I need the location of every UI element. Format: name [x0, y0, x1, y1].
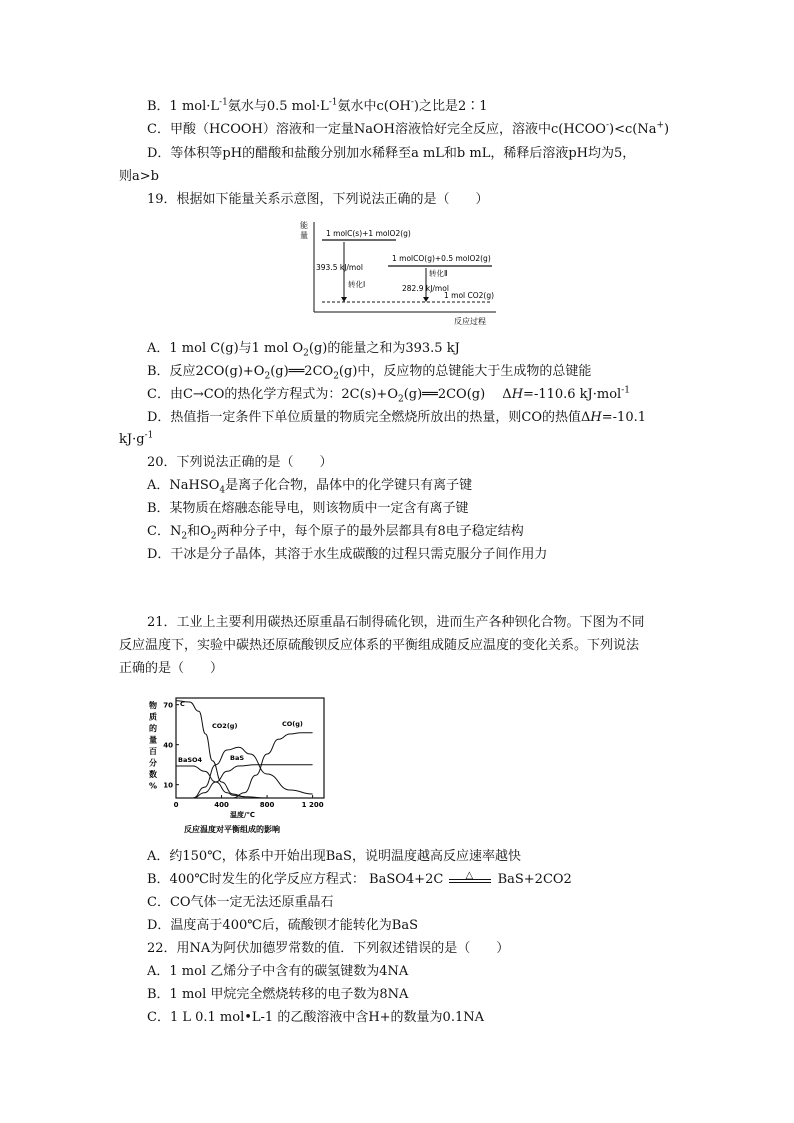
y-axis-label-char: 的: [149, 724, 157, 733]
q18-option-d-line2: 则a>b: [119, 169, 159, 184]
q22-option-b: B．1 mol 甲烷完全燃烧转移的电子数为8NA: [147, 987, 409, 1002]
q21-stem-line3: 正确的是（ ）: [119, 661, 224, 676]
q19-option-c: C．由C→CO的热化学方程式为：$2C(s)+O_2(g)══2CO(g)$ ΔH=-110.6 kJ·mol$^{-1}$: [147, 385, 630, 405]
series-line-baso4: [176, 766, 244, 797]
q21-option-b: [147, 871, 572, 889]
q19-option-b: B．反应$2CO(g)+O_2(g)══2CO_2(g)$中，反应物的总键能大于生成物的总键能: [147, 364, 592, 382]
x-tick-label: 400: [214, 801, 229, 809]
x-axis-label: 反应过程: [454, 317, 486, 326]
y-axis-label-char: 数: [149, 770, 157, 779]
q21-stem-line2: 反应温度下，实验中碳热还原硫酸钡反应体系的平衡组成随反应温度的变化关系。下列说法: [119, 638, 640, 653]
q22-option-a: A．1 mol 乙烯分子中含有的碳氢键数为4NA: [147, 964, 409, 979]
q20-stem: 20．下列说法正确的是（ ）: [147, 455, 333, 470]
series-label: C: [180, 700, 185, 708]
equilibrium-chart: [142, 690, 338, 836]
q20-option-b: B．某物质在熔融态能导电，则该物质中一定含有离子键: [147, 501, 469, 516]
top-level-label: 1 molC(s)+1 molO2(g): [326, 229, 411, 238]
y-tick-label: 10: [163, 781, 173, 790]
chart-title: 反应温度对平衡组成的影响: [184, 825, 280, 834]
t2-label: 转化Ⅱ: [429, 269, 448, 278]
heating-arrow: [447, 869, 493, 887]
energy-diagram: [296, 218, 504, 330]
series-label: CO(g): [282, 720, 303, 728]
y-axis-label-char: 分: [149, 758, 157, 768]
q21-option-c: C．CO气体一定无法还原重晶石: [147, 895, 334, 910]
q20-option-c: C．$N_2$和$O_2$两种分子中，每个原子的最外层都具有8电子稳定结构: [147, 524, 524, 542]
q21-stem-line1: 21．工业上主要利用碳热还原重晶石制得硫化钡，进而生产各种钡化合物。下图为不同: [147, 615, 645, 630]
q18-option-d-line1: D．等体积等pH的醋酸和盐酸分别加水稀释至a mL和b mL，稀释后溶液pH均为5，: [147, 146, 636, 161]
e1-label: 393.5 kJ/mol: [316, 263, 363, 272]
q19-stem: 19．根据如下能量关系示意图，下列说法正确的是（ ）: [147, 192, 489, 207]
y-axis-label-char: 物: [149, 701, 157, 710]
bottom-level-label: 1 mol CO2(g): [444, 291, 495, 300]
y-axis-label-char: 质: [149, 712, 157, 722]
series-label: BaSO4: [178, 756, 203, 764]
q20-option-d: D．干冰是分子晶体，其溶于水生成碳酸的过程只需克服分子间作用力: [147, 547, 548, 562]
series-line-c: [176, 701, 313, 798]
q21-option-d: D．温度高于400℃后，硫酸钡才能转化为BaS: [147, 918, 418, 933]
x-tick-label: 1 200: [301, 801, 324, 809]
y-axis-label-char: 量: [149, 735, 157, 745]
y-tick-label: 70: [163, 701, 173, 710]
t1-label: 转化Ⅰ: [348, 280, 366, 289]
q19-option-d-line2: $kJ\cdot g^{-1}$: [119, 430, 154, 447]
x-tick-label: 0: [173, 801, 179, 809]
q19-option-a: A．1 mol C(g)与1 mol $O_2(g)$的能量之和为393.5 kJ: [147, 341, 460, 359]
x-axis-label: 温度/℃: [230, 811, 256, 819]
y-tick-label: 40: [163, 741, 173, 750]
series-label: CO2(g): [212, 722, 238, 730]
series-label: BaS: [230, 754, 245, 762]
e2-label: 282.9 kJ/mol: [402, 284, 449, 293]
x-tick-label: 800: [259, 801, 275, 809]
mid-level-label: 1 molCO(g)+0.5 molO2(g): [392, 254, 491, 263]
heat-symbol: △: [465, 869, 474, 881]
q21-option-b-post: BaS+2CO2: [497, 872, 572, 887]
y-axis-label-1: 能: [300, 221, 308, 230]
y-axis-label-char: %: [149, 781, 158, 791]
q22-option-c: C．1 L 0.1 mol•L-1 的乙酸溶液中含H+的数量为0.1NA: [147, 1010, 484, 1025]
y-axis-label-char: 百: [149, 747, 157, 756]
q20-option-a: A．NaHSO$_4$是离子化合物，晶体中的化学键只有离子键: [147, 478, 473, 496]
q21-option-b-pre: B．400℃时发生的化学反应方程式： BaSO4+2C: [147, 872, 444, 887]
q19-option-d-line1: D．热值指一定条件下单位质量的物质完全燃烧所放出的热量，则CO的热值ΔH=-10.1: [147, 410, 646, 425]
q18-option-c: C．甲酸（HCOOH）溶液和一定量NaOH溶液恰好完全反应，溶液中c(HCOO-)<c(Na+): [147, 120, 670, 137]
y-axis-label-2: 量: [300, 231, 308, 240]
series-line-co2g: [176, 747, 313, 798]
q21-option-a: A．约150℃，体系中开始出现BaS，说明温度越高反应速率越快: [147, 849, 521, 864]
q18-option-b: B．1 $mol\cdot L^{-1}$氨水与0.5 $mol\cdot L^{-1}$氨水中c(OH-)之比是2∶1: [147, 97, 488, 114]
q22-stem: 22．用NA为阿伏加德罗常数的值．下列叙述错误的是（ ）: [147, 941, 510, 956]
